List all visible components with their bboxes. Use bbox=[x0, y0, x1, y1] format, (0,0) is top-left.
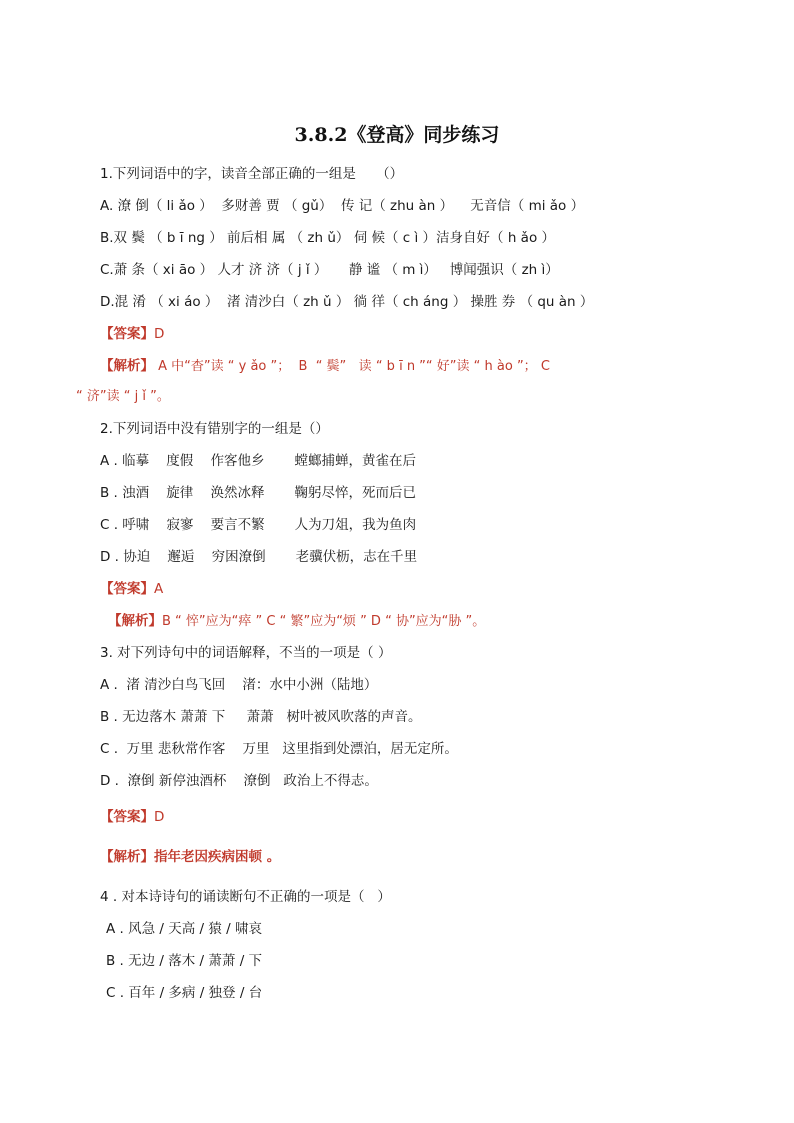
question-2-option-d: D . 协迫 邂逅 穷困潦倒 老骥伏枥，志在千里 bbox=[100, 549, 418, 565]
answer-label: 【答案】 bbox=[100, 809, 154, 825]
question-3-option-b: B . 无边落木 萧萧 下 萧萧 树叶被风吹落的声音。 bbox=[100, 709, 422, 725]
analysis-text: A 中“杳”读 “ y ǎo ”； B “ 鬓” 读 “ b ī n ”“ 好”读 “ h ào ”； C bbox=[154, 359, 550, 374]
question-1-answer bbox=[100, 325, 164, 343]
question-2-option-c: C . 呼啸 寂寥 要言不繁 人为刀俎，我为鱼肉 bbox=[100, 517, 417, 533]
answer-label: 【答案】 bbox=[100, 581, 154, 597]
question-1-option-a: A. 潦 倒（ li ǎo ） 多财善 贾 （ gǔ） 传 记（ zhu àn ） 无音信（ mi ǎo ） bbox=[100, 198, 585, 214]
question-3-analysis bbox=[100, 848, 280, 866]
question-3-option-a: A . 渚 清沙白鸟飞回 渚：水中小洲（陆地） bbox=[100, 677, 378, 693]
question-2-stem: 2.下列词语中没有错别字的一组是（） bbox=[100, 421, 329, 437]
analysis-label: 【解析】 bbox=[100, 358, 154, 374]
answer-label: 【答案】 bbox=[100, 326, 154, 342]
question-1-option-d: D.混 淆 （ xi áo ） 渚 清沙白（ zh ǔ ） 徜 徉（ ch áng ） 操胜 券 （ qu àn ） bbox=[100, 294, 594, 310]
question-4-stem: 4 . 对本诗诗句的诵读断句不正确的一项是（ ） bbox=[100, 889, 391, 905]
question-2-analysis bbox=[108, 612, 485, 631]
page-title: 3.8.2《登高》同步练习 bbox=[294, 124, 500, 146]
question-3-stem: 3. 对下列诗句中的词语解释，不当的一项是（ ） bbox=[100, 645, 392, 661]
question-4-option-c: C . 百年 / 多病 / 独登 / 台 bbox=[106, 985, 263, 1001]
question-1-analysis bbox=[100, 357, 550, 376]
analysis-text: B “ 悴”应为“瘁 ” C “ 繁”应为“烦 ” D “ 协”应为“胁 ”。 bbox=[162, 614, 486, 629]
question-1-option-b: B.双 鬓 （ b ī ng ） 前后相 属 （ zh ǔ） 伺 候（ c ì ）洁身自好（ h ǎo ） bbox=[100, 230, 555, 246]
analysis-label: 【解析】 bbox=[108, 613, 162, 629]
question-1-stem: 1.下列词语中的字，读音全部正确的一组是 （） bbox=[100, 166, 404, 182]
analysis-text: 指年老因疾病困顿 。 bbox=[154, 849, 281, 865]
answer-value: D bbox=[154, 809, 165, 825]
question-3-option-d: D . 潦倒 新停浊酒杯 潦倒 政治上不得志。 bbox=[100, 773, 378, 789]
question-2-option-a: A . 临摹 度假 作客他乡 螳螂捕蝉，黄雀在后 bbox=[100, 453, 416, 469]
question-3-answer bbox=[100, 808, 164, 826]
question-2-option-b: B . 浊酒 旋律 涣然冰释 鞠躬尽悴，死而后已 bbox=[100, 485, 417, 501]
question-2-answer bbox=[100, 580, 163, 598]
question-4-option-b: B . 无边 / 落木 / 萧萧 / 下 bbox=[106, 953, 263, 969]
question-1-option-c: C.萧 条（ xi āo ） 人才 济 济（ j ǐ ） 静 谧 （ m ì） 博闻强识（ zh ì） bbox=[100, 262, 559, 278]
answer-value: A bbox=[154, 581, 164, 597]
analysis-label: 【解析】 bbox=[100, 849, 154, 865]
question-3-option-c: C . 万里 悲秋常作客 万里 这里指到处漂泊，居无定所。 bbox=[100, 741, 458, 757]
answer-value: D bbox=[154, 326, 165, 342]
question-4-option-a: A . 风急 / 天高 / 猿 / 啸哀 bbox=[106, 921, 263, 937]
question-1-analysis-cont: “ 济”读 “ j ǐ ”。 bbox=[76, 389, 170, 404]
